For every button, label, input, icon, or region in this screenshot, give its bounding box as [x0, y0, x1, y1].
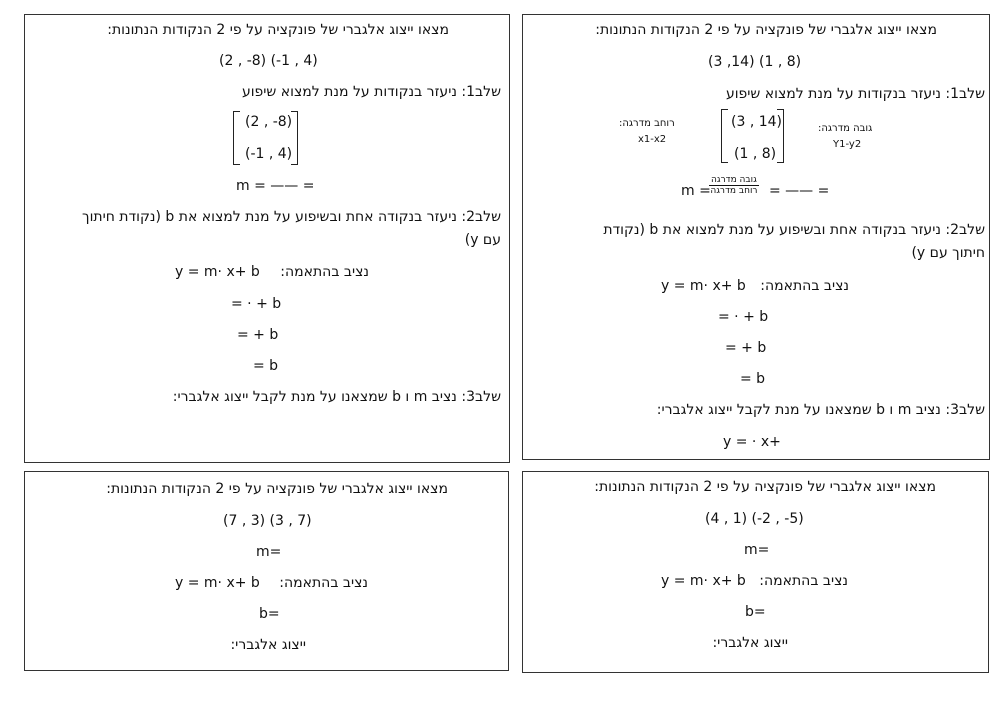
matrix-point-2: (1 , 8) — [734, 146, 777, 162]
line-formula: y = m· x+ b — [661, 573, 746, 589]
rise-formula: Y1-y2 — [833, 139, 862, 150]
slope-formula-blank: m = —— = — [236, 178, 315, 194]
slope-fraction — [709, 175, 759, 196]
exercise-title: מצאו ייצוג אלגברי של פונקציה על פי 2 הנקודות הנתונות: — [106, 481, 448, 497]
exercise-title: מצאו ייצוג אלגברי של פונקציה על פי 2 הנקודות הנתונות: — [594, 479, 936, 495]
step2-text-line1: שלב2: ניעזר בנקודה אחת ובשיפוע על מנת למצוא את b (נקודת חיתוך — [82, 209, 501, 225]
given-points: (2 , -8) (-1 , 4) — [219, 53, 318, 69]
exercise-box-top-left — [24, 14, 510, 463]
substitute-label: נציב בהתאמה: — [279, 575, 368, 591]
matrix-bracket-right — [777, 109, 784, 163]
final-expression: y = · x+ — [723, 434, 781, 450]
rise-label: גובה מדרגה: — [818, 123, 873, 134]
equation-row-2: = + b — [725, 340, 767, 356]
matrix-point-2: (-1 , 4) — [245, 146, 293, 162]
equation-row-1: = · + b — [231, 296, 282, 312]
exercise-box-bottom-left — [24, 471, 509, 671]
algebraic-representation-label: ייצוג אלגברי: — [712, 635, 788, 651]
matrix-bracket-left — [233, 111, 240, 165]
matrix-bracket-right — [291, 111, 298, 165]
given-points: (4 , 1) (-2 , -5) — [705, 511, 804, 527]
run-label: רוחב מדרגה: — [619, 118, 675, 129]
slope-m-label: m = — [681, 183, 711, 199]
matrix-bracket-left — [721, 109, 728, 163]
intercept-blank: b= — [259, 606, 280, 622]
exercise-box-bottom-right — [522, 471, 989, 673]
equation-row-3: = b — [253, 358, 279, 374]
step2-text-line1: שלב2: ניעזר בנקודה אחת ובשיפוע על מנת למצוא את b (נקודת — [603, 222, 985, 238]
step1-text: שלב1: ניעזר בנקודות על מנת למצוא שיפוע — [725, 86, 985, 102]
matrix-point-1: (2 , -8) — [245, 114, 293, 130]
step2-text-line2: חיתוך עם y) — [911, 245, 985, 261]
step3-text: שלב3: נציב m ו b שמצאנו על מנת לקבל ייצוג אלגברי: — [172, 389, 501, 405]
step2-text-line2: עם y) — [464, 232, 501, 248]
slope-equals-tail: = —— = — [769, 183, 830, 199]
line-formula: y = m· x+ b — [175, 575, 260, 591]
step1-text: שלב1: ניעזר בנקודות על מנת למצוא שיפוע — [241, 84, 501, 100]
substitute-label: נציב בהתאמה: — [280, 264, 369, 280]
slope-fraction-rise: גובה מדרגה — [711, 175, 757, 185]
exercise-title: מצאו ייצוג אלגברי של פונקציה על פי 2 הנקודות הנתונות: — [107, 22, 449, 38]
line-formula: y = m· x+ b — [661, 278, 746, 294]
exercise-box-top-right — [522, 14, 990, 460]
run-formula: x1-x2 — [638, 134, 667, 145]
slope-blank: m= — [256, 544, 282, 560]
exercise-title: מצאו ייצוג אלגברי של פונקציה על פי 2 הנקודות הנתונות: — [595, 22, 937, 38]
substitute-label: נציב בהתאמה: — [759, 573, 848, 589]
intercept-blank: b= — [745, 604, 766, 620]
matrix-point-1: (3 , 14) — [731, 114, 782, 130]
given-points: (7 , 3) (3 , 7) — [223, 513, 312, 529]
slope-blank: m= — [744, 542, 770, 558]
step3-text: שלב3: נציב m ו b שמצאנו על מנת לקבל ייצוג אלגברי: — [656, 402, 985, 418]
equation-row-3: = b — [740, 371, 766, 387]
algebraic-representation-label: ייצוג אלגברי: — [230, 637, 306, 653]
given-points: (3 ,14) (1 , 8) — [708, 54, 802, 70]
substitute-label: נציב בהתאמה: — [760, 278, 849, 294]
equation-row-1: = · + b — [718, 309, 769, 325]
equation-row-2: = + b — [237, 327, 279, 343]
slope-fraction-run: רוחב מדרגה — [710, 186, 758, 196]
line-formula: y = m· x+ b — [175, 264, 260, 280]
